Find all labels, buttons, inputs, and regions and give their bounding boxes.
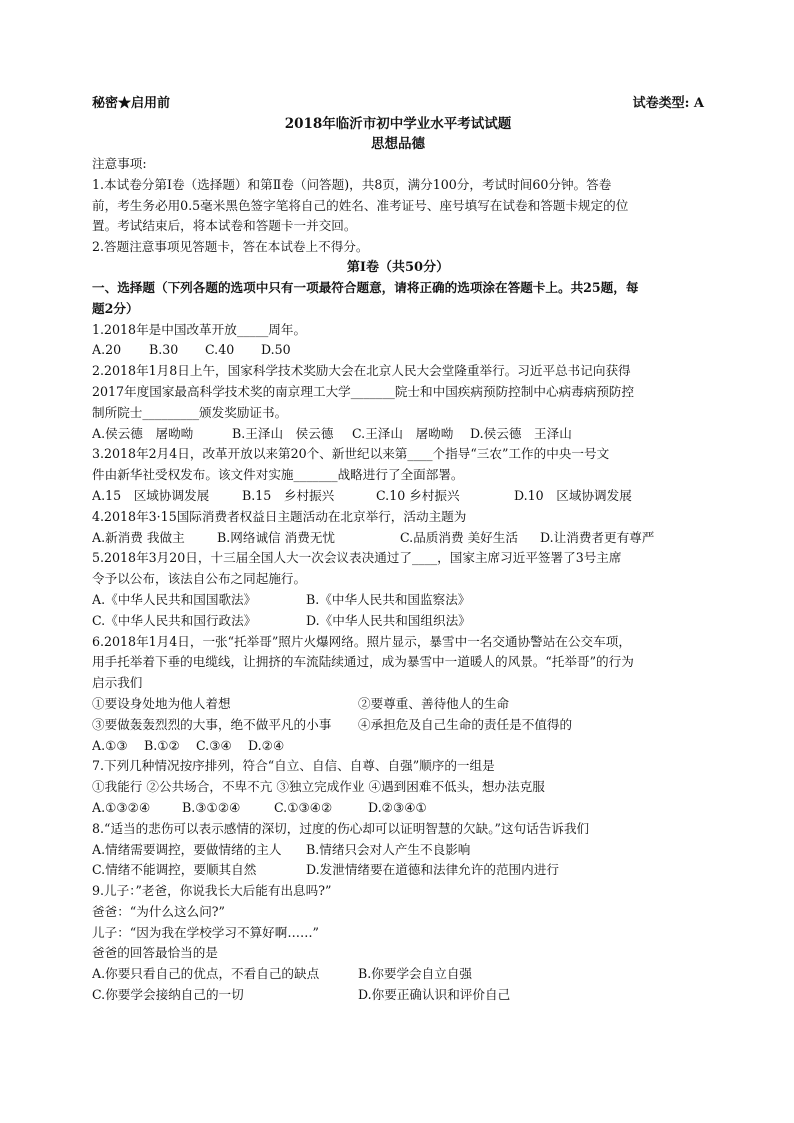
statement-item: ②要尊重、善待他人的生命 — [358, 695, 510, 711]
option: D.让消费者更有尊严 — [540, 529, 655, 545]
q3-options — [92, 486, 704, 507]
option: C.③④ — [196, 737, 232, 753]
statement-item: ①要设身处地为他人着想 — [92, 695, 231, 711]
q2-line-2: 2017年度国家最高科学技术奖的南京理工大学_______院士和中国疾病预防控制中心病毒病预防控 — [92, 383, 635, 399]
option: C.品质消费 美好生活 — [400, 529, 518, 545]
exam-title: 2018年临沂市初中学业水平考试试题 — [284, 116, 512, 132]
notes-heading: 注意事项: — [92, 156, 147, 171]
confidential-label: 秘密★启用前 — [92, 96, 171, 111]
q6-line-2: 用手托举着下垂的电缆线，让拥挤的车流陆续通过，成为暴雪中一道暖人的风景。“托举哥”的行为 — [92, 654, 634, 670]
option: A.侯云德 屠呦呦 — [92, 425, 194, 441]
q6-line-1: 6.2018年1月4日，一张“托举哥”照片火爆网络。照片显示，暴雪中一名交通协警站在公交车项， — [92, 633, 631, 649]
part-instructions-line-1: 一、选择题（下列各题的选项中只有一项最符合题意，请将正确的选项涂在答题卡上。共25题，每 — [92, 279, 639, 295]
option: B.王泽山 侯云德 — [232, 425, 334, 441]
option: B.①② — [144, 737, 180, 753]
option: A.①③②④ — [92, 799, 151, 815]
q4-options — [92, 528, 704, 549]
note-1-line-1: 1.本试卷分第Ⅰ卷（选择题）和第Ⅱ卷（问答题)，共8页，满分100分，考试时间60分钟。答卷 — [92, 176, 612, 192]
q9-line-4: 爸爸的回答最恰当的是 — [92, 945, 218, 961]
option: A.你要只看自己的优点，不看自己的缺点 — [92, 966, 320, 982]
q9-line-2: 爸爸：“为什么这么问?” — [92, 903, 225, 919]
option: D.50 — [261, 342, 291, 358]
option: B.15 乡村振兴 — [242, 487, 335, 503]
q9-options-row-1 — [92, 964, 704, 985]
q3-line-1: 3.2018年2月4日，改革开放以来第20个、新世纪以来第____个指导“三农”工作的中央一号文 — [92, 446, 610, 462]
q6-items-row-1 — [92, 694, 704, 715]
option: B.你要学会自立自强 — [358, 966, 473, 982]
option: A.情绪需要调控，要做情绪的主人 — [92, 841, 282, 857]
q6-options — [92, 736, 704, 757]
option: B.《中华人民共和国监察法》 — [306, 591, 471, 607]
option: D.②④ — [248, 737, 285, 753]
statement-item: ③要做轰轰烈烈的大事，绝不做平凡的小事 — [92, 716, 332, 732]
section-title: 第Ⅰ卷（共50分） — [346, 259, 450, 275]
q6-line-3: 启示我们 — [92, 675, 143, 691]
statement-item: ④承担危及自己生命的责任是不值得的 — [358, 716, 573, 732]
option: C.10 乡村振兴 — [376, 487, 460, 503]
option: C.你要学会接纳自己的一切 — [92, 987, 244, 1003]
option: C.《中华人民共和国行政法》 — [92, 612, 257, 628]
q5-options-row-2 — [92, 611, 704, 632]
note-1-line-2: 前，考生务必用0.5毫米黑色签字笔将自己的姓名、准考证号、座号填写在试卷和答题卡规定的位 — [92, 197, 629, 213]
option: D.你要正确认识和评价自己 — [358, 987, 511, 1003]
q3-line-2: 件由新华社受权发布。该文件对实施_______战略进行了全面部署。 — [92, 467, 464, 483]
q5-line-2: 令予以公布，该法自公布之同起施行。 — [92, 571, 307, 587]
q1-options — [92, 340, 704, 361]
note-2: 2.答题注意事项见答题卡，答在本试卷上不得分。 — [92, 239, 369, 255]
option: A.20 — [92, 342, 122, 358]
q8-options-row-2 — [92, 860, 704, 881]
q5-line-1: 5.2018年3月20日，十三届全国人大一次会议表决通过了____，国家主席习近平签署了3号主席 — [92, 550, 622, 566]
option: C.①③④② — [274, 799, 333, 815]
q1-stem: 1.2018年是中国改革开放_____周年。 — [92, 321, 307, 337]
option: D.《中华人民共和国组织法》 — [306, 612, 471, 628]
q9-line-3: 儿子：“因为我在学校学习不算好啊……” — [92, 924, 319, 940]
option: D.侯云德 王泽山 — [470, 425, 572, 441]
option: C.40 — [205, 342, 235, 358]
q5-options-row-1 — [92, 590, 704, 611]
q9-line-1: 9.儿子：”老爸，你说我长大后能有出息吗?” — [92, 883, 332, 899]
option: B.③①②④ — [182, 799, 241, 815]
option: C.情绪不能调控，要顺其自然 — [92, 862, 257, 878]
q2-line-1: 2.2018年1月8日上午，国家科学技术奖励大会在北京人民大会堂隆重举行。习近平总书记向获得 — [92, 363, 631, 379]
exam-page — [92, 94, 704, 1006]
q8-stem: 8.“适当的悲伤可以表示感情的深切，过度的伤心却可以证明智慧的欠缺。”这句话告诉我们 — [92, 820, 590, 836]
option: A.①③ — [92, 737, 128, 753]
paper-type-label: 试卷类型: A — [632, 96, 704, 111]
q4-stem: 4.2018年3·15国际消费者权益日主题活动在北京举行，活动主题为 — [92, 508, 467, 524]
note-1-line-3: 置。考试结束后，将本试卷和答题卡一并交回。 — [92, 218, 357, 234]
q8-options-row-1 — [92, 840, 704, 861]
option: A.《中华人民共和国国歌法》 — [92, 591, 257, 607]
q2-line-3: 制所院士_________颁发奖励证书。 — [92, 404, 288, 420]
q6-items-row-2 — [92, 715, 704, 736]
option: D.10 区域协调发展 — [514, 487, 632, 503]
q7-options — [92, 798, 704, 819]
option: B.情绪只会对人产生不良影响 — [306, 841, 471, 857]
option: B.30 — [149, 342, 179, 358]
option: A.新消费 我做主 — [92, 529, 185, 545]
q7-stem: 7.下列几种情况按序排列，符合“自立、自信、自尊、自强”顺序的一组是 — [92, 758, 495, 774]
option: D.②③④① — [368, 799, 427, 815]
q2-options — [92, 424, 704, 445]
option: C.王泽山 屠呦呦 — [352, 425, 454, 441]
option: B.网络诚信 消费无忧 — [217, 529, 336, 545]
q9-options-row-2 — [92, 985, 704, 1006]
header — [92, 94, 704, 114]
option: D.发泄情绪要在道德和法律允许的范围内进行 — [306, 862, 559, 878]
subject-title: 思想品德 — [371, 136, 425, 152]
option: A.15 区域协调发展 — [92, 487, 210, 503]
q7-items: ①我能行 ②公共场合，不卑不亢 ③独立完成作业 ④遇到困难不低头，想办法克服 — [92, 779, 545, 795]
part-instructions-line-2: 题2分） — [92, 300, 139, 316]
